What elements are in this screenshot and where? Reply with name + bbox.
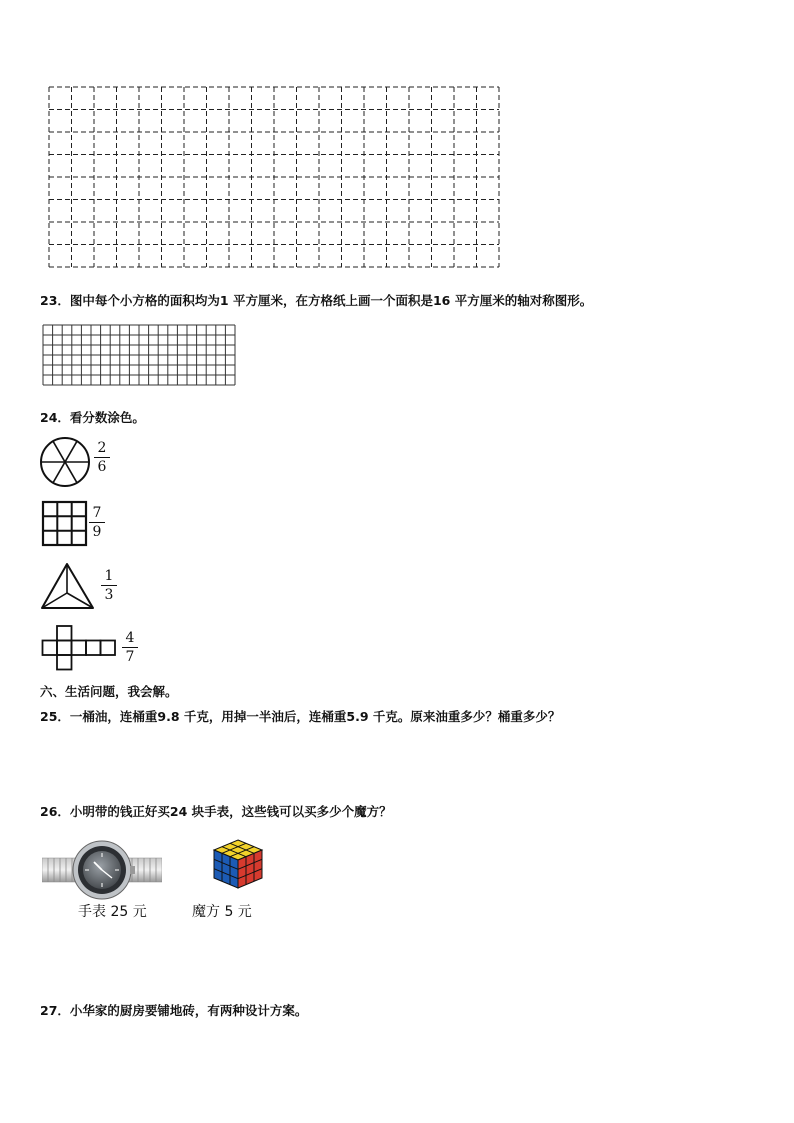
triangle-thirds-figure[interactable]: [39, 562, 97, 612]
numerator: 2: [97, 440, 107, 456]
question-23: 23．图中每个小方格的面积均为1 平方厘米，在方格纸上画一个面积是16 平方厘米的轴对称图形。: [40, 293, 593, 308]
square-ninths-figure[interactable]: [41, 500, 89, 548]
fraction-7-9: [89, 505, 105, 540]
cube-price-caption: 魔方 5 元: [192, 904, 252, 920]
rubiks-cube-image: [212, 838, 264, 890]
denominator: 6: [97, 459, 107, 475]
section-6-heading: 六、生活问题，我会解。: [40, 684, 178, 699]
cross-net-figure[interactable]: [40, 624, 124, 672]
denominator: 7: [125, 649, 135, 665]
fraction-2-6: [94, 440, 110, 475]
fraction-bar: [101, 585, 117, 586]
fraction-bar: [94, 457, 110, 458]
denominator: 9: [92, 524, 102, 540]
denominator: 3: [104, 587, 114, 603]
question-27: 27．小华家的厨房要铺地砖，有两种设计方案。: [40, 1003, 308, 1018]
circle-sixths-figure[interactable]: [38, 436, 94, 488]
fraction-4-7: [122, 630, 138, 665]
question-25: 25．一桶油，连桶重9.8 千克，用掉一半油后，连桶重5.9 千克。原来油重多少？桶重多少？: [40, 709, 561, 724]
fraction-1-3: [101, 568, 117, 603]
numerator: 1: [104, 568, 114, 584]
numerator: 4: [125, 630, 135, 646]
square-grid[interactable]: [42, 324, 237, 388]
question-24: 24．看分数涂色。: [40, 410, 145, 425]
question-26: 26．小明带的钱正好买24 块手表，这些钱可以买多少个魔方？: [40, 804, 392, 819]
fraction-bar: [89, 522, 105, 523]
watch-price-caption: 手表 25 元: [78, 904, 147, 920]
numerator: 7: [92, 505, 102, 521]
dashed-grid: [47, 85, 503, 271]
fraction-bar: [122, 647, 138, 648]
wristwatch-image: [42, 838, 162, 900]
